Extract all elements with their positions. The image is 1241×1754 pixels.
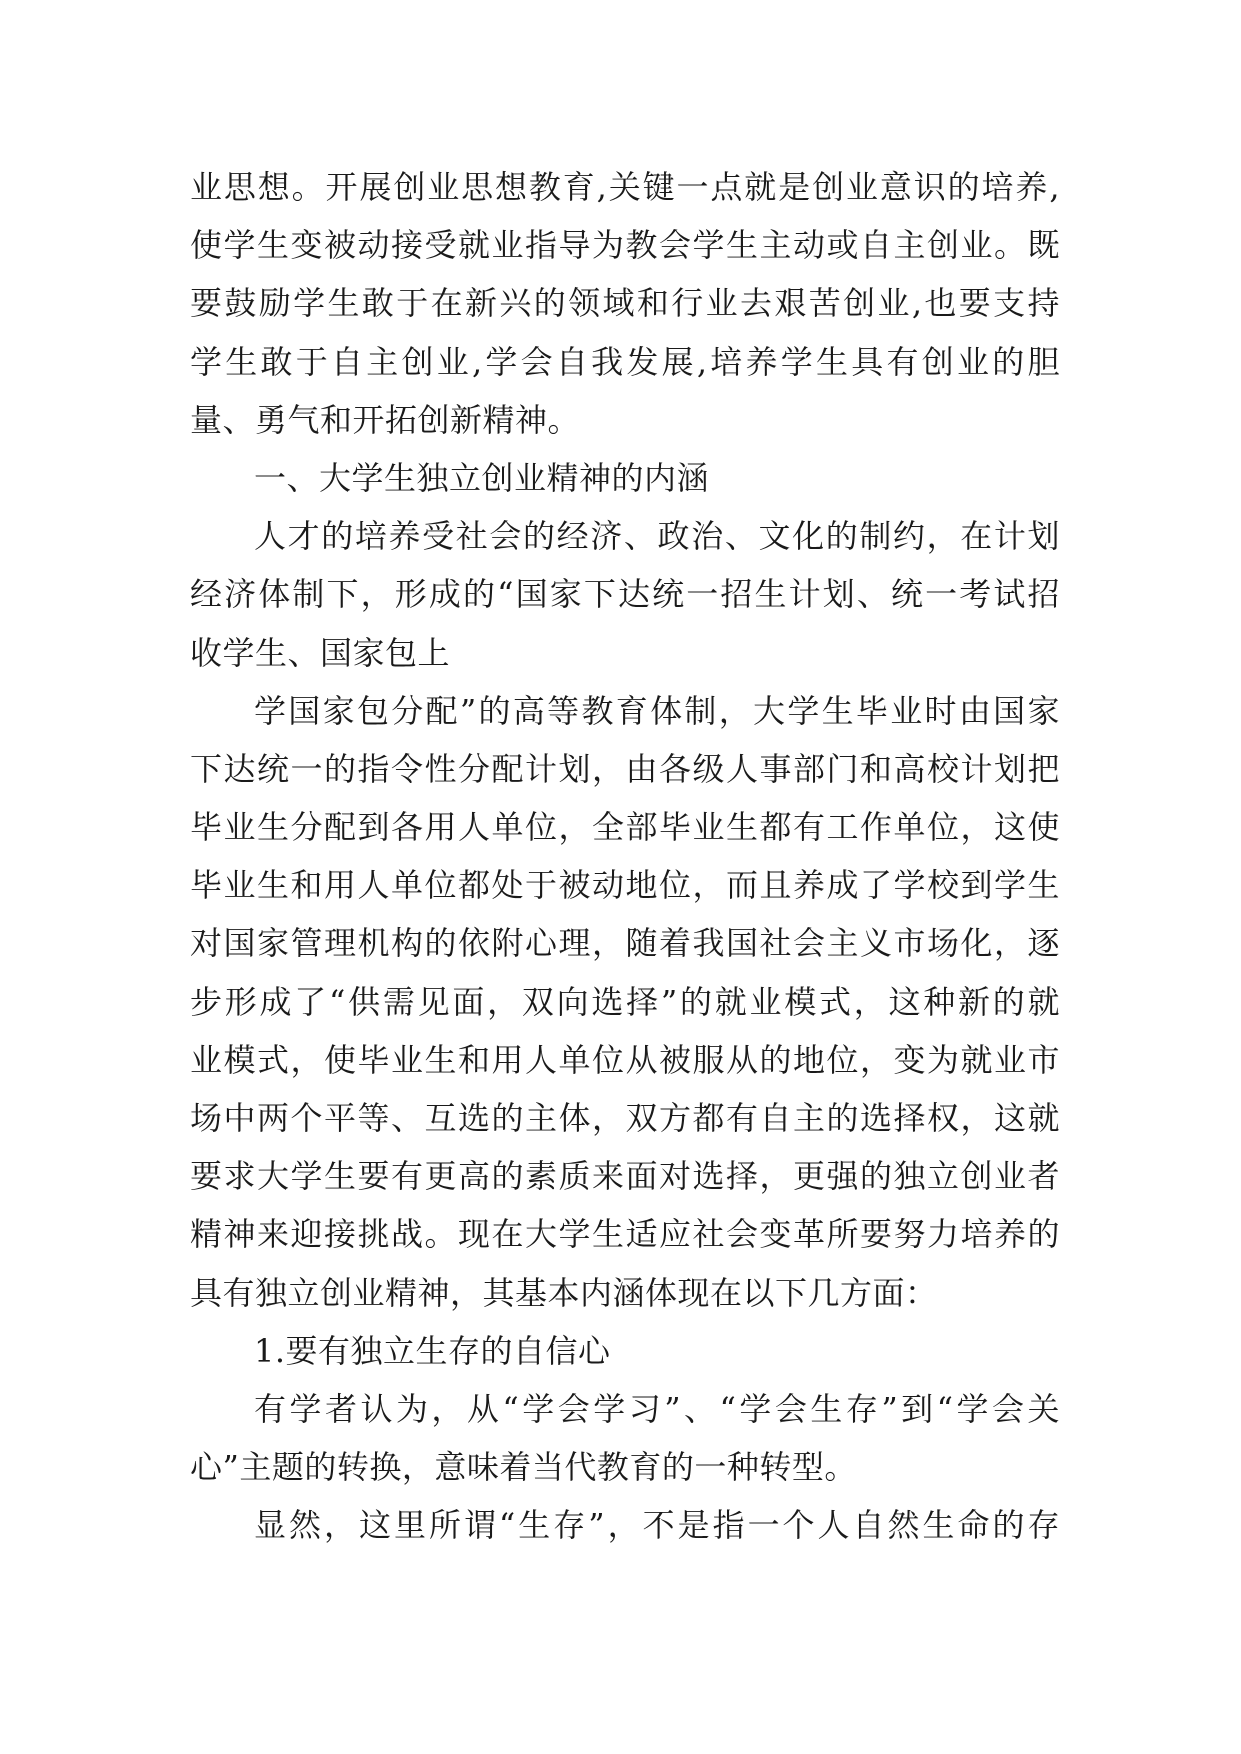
text-line: 心”主题的转换，意味着当代教育的一种转型。 bbox=[190, 1448, 857, 1487]
text-line: 量、勇气和开拓创新精神。 bbox=[190, 400, 581, 439]
text-line: 具有独立创业精神，其基本内涵体现在以下几方面： bbox=[190, 1273, 938, 1312]
text-line: 毕业生分配到各用人单位，全部毕业生都有工作单位，这使 bbox=[190, 808, 1060, 847]
text-line: 有学者认为，从“学会学习”、“学会生存”到“学会关 bbox=[254, 1389, 1060, 1428]
text-line: 业思想。开展创业思想教育,关键一点就是创业意识的培养, bbox=[190, 168, 1060, 206]
text-line: 要求大学生要有更高的素质来面对选择，更强的独立创业者 bbox=[190, 1157, 1060, 1196]
text-line: 1.要有独立生存的自信心 bbox=[254, 1331, 611, 1370]
text-line: 学生敢于自主创业,学会自我发展,培养学生具有创业的胆 bbox=[190, 342, 1060, 381]
text-line: 经济体制下，形成的“国家下达统一招生计划、统一考试招 bbox=[190, 575, 1060, 614]
text-line: 精神来迎接挑战。现在大学生适应社会变革所要努力培养的 bbox=[190, 1215, 1060, 1254]
text-line: 要鼓励学生敢于在新兴的领域和行业去艰苦创业,也要支持 bbox=[190, 284, 1060, 323]
text-line: 业模式，使毕业生和用人单位从被服从的地位，变为就业市 bbox=[190, 1040, 1060, 1079]
body-text bbox=[190, 158, 1060, 1555]
text-line: 对国家管理机构的依附心理，随着我国社会主义市场化，逐 bbox=[190, 924, 1060, 963]
text-line: 步形成了“供需见面，双向选择”的就业模式，这种新的就 bbox=[190, 982, 1060, 1021]
text-line: 学国家包分配”的高等教育体制，大学生毕业时由国家 bbox=[254, 691, 1060, 730]
text-line: 收学生、国家包上 bbox=[190, 633, 451, 672]
text-line: 人才的培养受社会的经济、政治、文化的制约，在计划 bbox=[254, 517, 1060, 556]
text-line: 显然，这里所谓“生存”，不是指一个人自然生命的存 bbox=[254, 1506, 1060, 1545]
text-line: 一、大学生独立创业精神的内涵 bbox=[254, 458, 710, 497]
text-line: 场中两个平等、互选的主体，双方都有自主的选择权，这就 bbox=[190, 1099, 1060, 1137]
text-line: 毕业生和用人单位都处于被动地位，而且养成了学校到学生 bbox=[190, 866, 1060, 905]
text-line: 下达统一的指令性分配计划，由各级人事部门和高校计划把 bbox=[190, 749, 1060, 788]
text-line: 使学生变被动接受就业指导为教会学生主动或自主创业。既 bbox=[190, 226, 1060, 265]
